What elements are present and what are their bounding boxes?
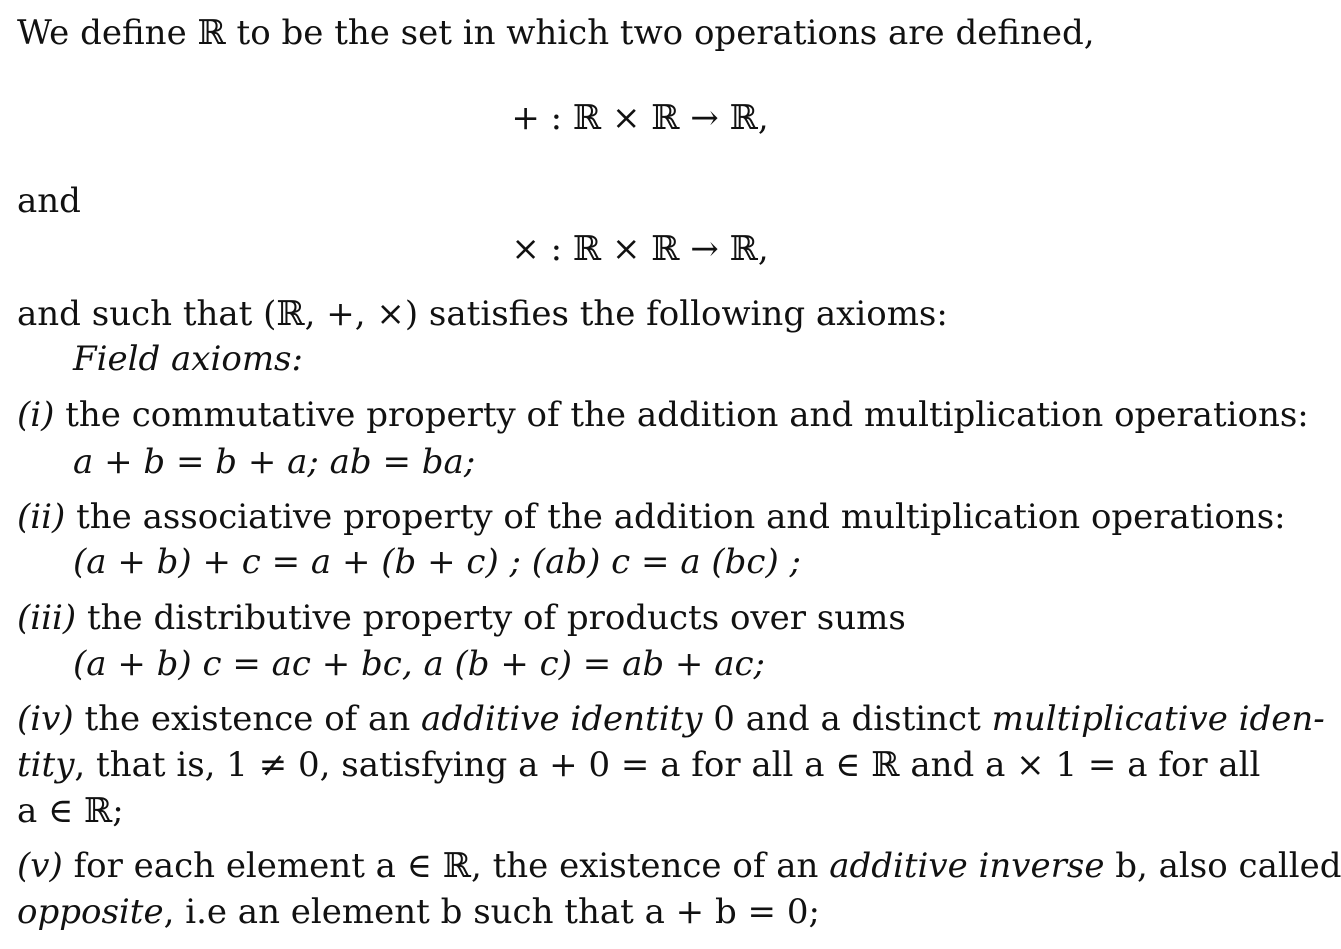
axiom-v-line-1 bbox=[17, 846, 1341, 886]
axiom-ii-formula: (a + b) + c = a + (b + c) ; (ab) c = a (bc) ; bbox=[73, 542, 801, 582]
intro-text: We define ℝ to be the set in which two operations are defined, bbox=[17, 13, 1095, 53]
axiom-i bbox=[17, 395, 1309, 435]
term-multiplicative-identity-cont: tity bbox=[17, 745, 75, 785]
times-operation-equation: × : ℝ × ℝ → ℝ, bbox=[511, 229, 769, 269]
axiom-iii bbox=[17, 598, 1252, 638]
axioms-intro-text: and such that (ℝ, +, ×) satisfies the following axioms: bbox=[17, 294, 948, 334]
axiom-description: the commutative property of the addition and multiplication operations: bbox=[65, 395, 1309, 435]
and-connector: and bbox=[17, 181, 81, 221]
axiom-label: (i) bbox=[17, 395, 55, 435]
axiom-label: (ii) bbox=[17, 497, 66, 537]
axiom-label: (iv) bbox=[17, 699, 74, 739]
axiom-label: (v) bbox=[17, 846, 63, 886]
axiom-iii-formula: (a + b) c = ac + bc, a (b + c) = ab + ac; bbox=[73, 644, 765, 684]
term-multiplicative-identity: multiplicative iden- bbox=[991, 699, 1325, 739]
axiom-iv-line-1 bbox=[17, 699, 1325, 739]
field-axioms-heading: Field axioms: bbox=[73, 339, 303, 379]
axiom-text: , i.e an element b such that a + b = 0; bbox=[163, 892, 820, 932]
axiom-text: for each element a ∈ ℝ, the existence of an bbox=[73, 846, 819, 886]
axiom-iv-line-3: a ∈ ℝ; bbox=[17, 791, 124, 831]
axiom-text: , that is, 1 ≠ 0, satisfying a + 0 = a for all a ∈ ℝ and a × 1 = a for all bbox=[74, 745, 1261, 785]
axiom-ii bbox=[17, 497, 1286, 537]
term-additive-identity: additive identity bbox=[421, 699, 703, 739]
axiom-i-formula: a + b = b + a; ab = ba; bbox=[73, 442, 476, 482]
plus-operation-equation: + : ℝ × ℝ → ℝ, bbox=[511, 98, 769, 138]
axiom-v-line-2 bbox=[17, 892, 1252, 932]
axiom-text: the existence of an bbox=[84, 699, 411, 739]
term-opposite: opposite bbox=[17, 892, 164, 932]
axiom-text: b, also called bbox=[1115, 846, 1341, 886]
axiom-description: the distributive property of products over sums bbox=[86, 598, 906, 638]
term-additive-inverse: additive inverse bbox=[829, 846, 1105, 886]
axiom-iv-line-2 bbox=[17, 745, 1261, 785]
axiom-description: the associative property of the addition and multiplication operations: bbox=[76, 497, 1286, 537]
axiom-label: (iii) bbox=[17, 598, 77, 638]
axiom-text: 0 and a distinct bbox=[713, 699, 981, 739]
